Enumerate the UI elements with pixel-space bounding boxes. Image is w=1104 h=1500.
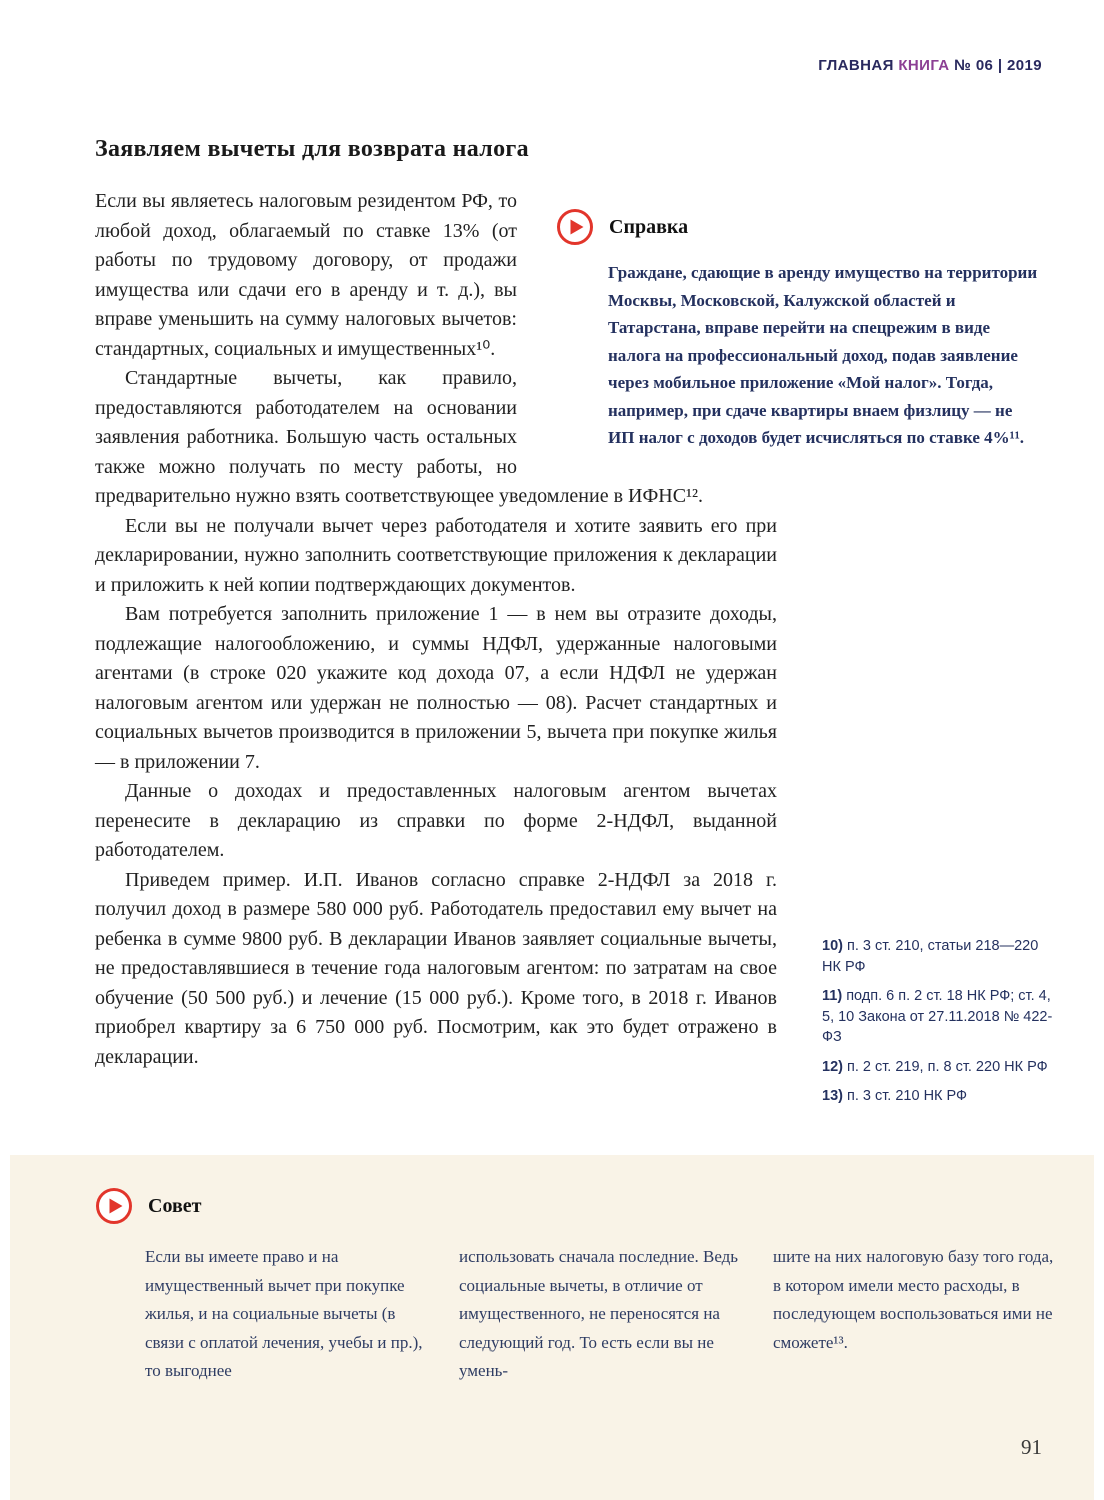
footnote-item <box>822 1086 1056 1107</box>
footnote-text: подп. 6 п. 2 ст. 18 НК РФ; ст. 4, 5, 10 Закона от 27.11.2018 № 422-ФЗ <box>822 988 1053 1045</box>
article-paragraph: Если вы являетесь налоговым резидентом РФ, то любой доход, облагаемый по ставке 13% (от работы по трудовому договору, от продажи имущества или сдачи его в аренду и т. д.), вы вправе уменьшить на сумму налоговых вычетов: стандартных, социальных и имущественных¹⁰. <box>95 190 517 360</box>
spravka-label: Справка <box>609 215 689 238</box>
brand-kniga: КНИГА <box>898 57 950 74</box>
article-title: Заявляем вычеты для возврата налога <box>95 136 529 162</box>
footnotes <box>822 936 1056 1116</box>
page-number: 91 <box>1021 1435 1042 1459</box>
sovet-columns <box>145 1243 1057 1386</box>
sovet-label: Совет <box>148 1194 202 1217</box>
spravka-text: Граждане, сдающие в аренду имущество на территории Москвы, Московской, Калужской областей и Татарстана, вправе перейти на спецрежим в виде налога на профессиональный доход, подав заявление через мобильное приложение «Мой налог». Тогда, например, при сдаче квартиры внаем физлицу — не ИП налог с доходов будет исчисляться по ставке 4%¹¹. <box>608 263 1038 447</box>
footnote-number: 12) <box>822 1058 843 1075</box>
play-icon <box>556 208 594 246</box>
spravka-header <box>556 208 1044 246</box>
article-paragraph: Вам потребуется заполнить приложение 1 — в нем вы отразите доходы, подлежащие налогообложению, и суммы НДФЛ, удержанные налоговыми агентами (в строке 020 укажите код дохода 07, а если НДФЛ не удержан налоговым агентом или удержан не полностью — 08). Расчет стандартных и социальных вычетов производится в приложении 5, вычета при покупке жилья — в приложении 7. <box>95 603 777 773</box>
footnote-item <box>822 986 1056 1048</box>
play-icon <box>95 1187 133 1225</box>
issue-number: № 06 | 2019 <box>954 57 1042 74</box>
article-paragraph: Если вы не получали вычет через работодателя и хотите заявить его при декларировании, нужно заполнить соответствующие приложения к декларации и приложить к ней копии подтверждающих документов. <box>95 514 777 596</box>
article-paragraph: Стандартные вычеты, как правило, предоставляются работодателем на основании заявления работника. Большую часть остальных также можно получать по месту работы, но предварительно нужно взять соответствующее уведомление в ИФНС¹². <box>95 367 704 507</box>
spravka-sidebar <box>556 208 1044 452</box>
sovet-column: Если вы имеете право и на имущественный вычет при покупке жилья, и на социальные вычеты (в связи с оплатой лечения, учебы и пр.), то выгоднее <box>145 1247 423 1380</box>
brand-glavnaya: ГЛАВНАЯ <box>818 57 894 74</box>
sovet-header <box>95 1187 201 1225</box>
footnote-text: п. 2 ст. 219, п. 8 ст. 220 НК РФ <box>847 1058 1048 1075</box>
sovet-box <box>10 1155 1094 1500</box>
footnote-number: 13) <box>822 1088 843 1104</box>
sovet-column: шите на них налоговую базу того года, в котором имели место расходы, в последующем воспользоваться ими не сможете¹³. <box>773 1247 1054 1352</box>
footnote-item <box>822 936 1056 977</box>
article-paragraph: Данные о доходах и предоставленных налоговым агентом вычетах перенесите в декларацию из справки по форме 2-НДФЛ, выданной работодателем. <box>95 780 777 861</box>
footnote-item <box>822 1057 1056 1078</box>
footnote-number: 11) <box>822 988 843 1004</box>
footnote-number: 10) <box>822 938 843 954</box>
article-paragraph: Приведем пример. И.П. Иванов согласно справке 2-НДФЛ за 2018 г. получил доход в размере 580 000 руб. Работодатель предоставил ему вычет на ребенка в сумме 9800 руб. В декларации Иванов заявляет социальные вычеты, не предоставлявшиеся в течение года налоговым агентом: по затратам на свое обучение (50 500 руб.) и лечение (15 000 руб.). Кроме того, в 2018 г. Иванов приобрел квартиру за 6 750 000 руб. Посмотрим, как это будет отражено в декларации. <box>95 868 777 1068</box>
footnote-text: п. 3 ст. 210 НК РФ <box>847 1088 968 1104</box>
magazine-header <box>818 57 1042 74</box>
footnote-text: п. 3 ст. 210, статьи 218—220 НК РФ <box>822 938 1039 975</box>
sovet-column: использовать сначала последние. Ведь социальные вычеты, в отличие от имущественного, не переносятся на следующий год. То есть если вы не умень- <box>459 1247 739 1380</box>
